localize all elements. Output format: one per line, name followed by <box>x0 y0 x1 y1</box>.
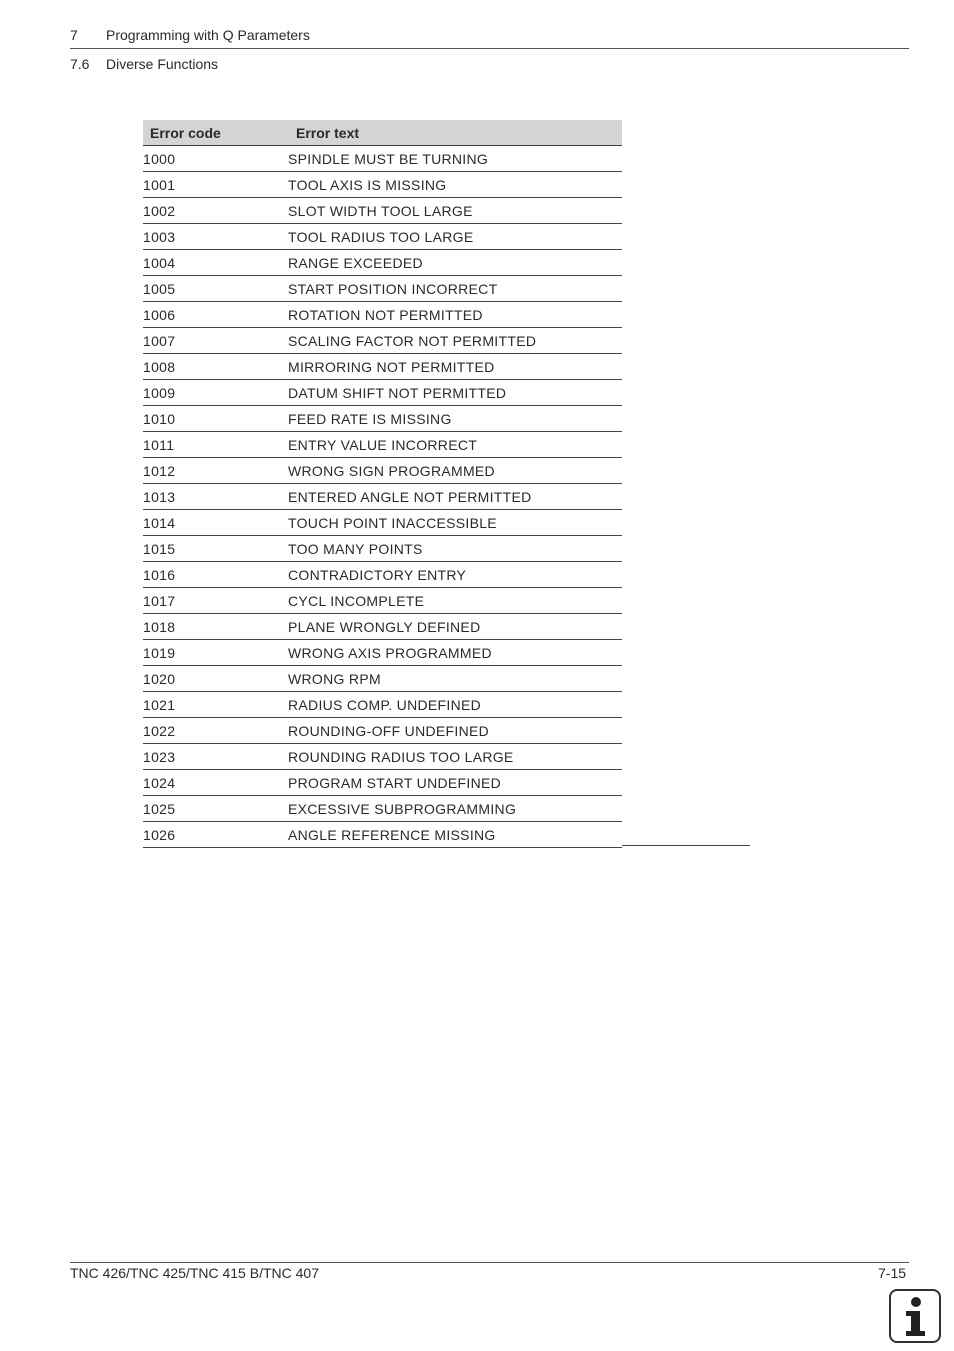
error-text-cell: WRONG SIGN PROGRAMMED <box>288 458 622 484</box>
error-code-cell: 1003 <box>143 224 288 250</box>
error-code-cell: 1021 <box>143 692 288 718</box>
error-text-cell: TOUCH POINT INACCESSIBLE <box>288 510 622 536</box>
table-row <box>143 250 622 276</box>
error-text-cell: TOOL AXIS IS MISSING <box>288 172 622 198</box>
error-text-cell: START POSITION INCORRECT <box>288 276 622 302</box>
error-code-cell: 1018 <box>143 614 288 640</box>
error-text-cell: ROUNDING-OFF UNDEFINED <box>288 718 622 744</box>
error-code-cell: 1000 <box>143 146 288 172</box>
table-row <box>143 718 622 744</box>
error-code-cell: 1017 <box>143 588 288 614</box>
error-code-cell: 1026 <box>143 822 288 848</box>
table-end-rule <box>622 845 750 846</box>
table-row <box>143 510 622 536</box>
table-row <box>143 354 622 380</box>
section-number: 7.6 <box>70 56 90 72</box>
table-row <box>143 276 622 302</box>
error-text-cell: TOOL RADIUS TOO LARGE <box>288 224 622 250</box>
error-code-cell: 1024 <box>143 770 288 796</box>
table-row <box>143 614 622 640</box>
error-code-cell: 1023 <box>143 744 288 770</box>
column-header-error-code: Error code <box>143 120 288 146</box>
info-icon <box>889 1289 941 1343</box>
table-row <box>143 588 622 614</box>
error-text-cell: WRONG AXIS PROGRAMMED <box>288 640 622 666</box>
table-row <box>143 484 622 510</box>
error-code-cell: 1014 <box>143 510 288 536</box>
error-code-cell: 1025 <box>143 796 288 822</box>
error-text-cell: CYCL INCOMPLETE <box>288 588 622 614</box>
table-row <box>143 458 622 484</box>
error-text-cell: WRONG RPM <box>288 666 622 692</box>
table-row <box>143 198 622 224</box>
error-code-cell: 1012 <box>143 458 288 484</box>
table-row <box>143 536 622 562</box>
error-code-cell: 1013 <box>143 484 288 510</box>
error-text-cell: ROUNDING RADIUS TOO LARGE <box>288 744 622 770</box>
error-code-cell: 1005 <box>143 276 288 302</box>
section-title: Diverse Functions <box>106 56 219 72</box>
error-text-cell: DATUM SHIFT NOT PERMITTED <box>288 380 622 406</box>
table-row <box>143 146 622 172</box>
chapter-title: Programming with Q Parameters <box>106 27 310 43</box>
error-code-cell: 1019 <box>143 640 288 666</box>
error-code-cell: 1006 <box>143 302 288 328</box>
chapter-number: 7 <box>70 27 78 43</box>
error-text-cell: RADIUS COMP. UNDEFINED <box>288 692 622 718</box>
error-code-cell: 1004 <box>143 250 288 276</box>
table-row <box>143 822 622 848</box>
error-code-cell: 1002 <box>143 198 288 224</box>
error-code-cell: 1022 <box>143 718 288 744</box>
error-text-cell: CONTRADICTORY ENTRY <box>288 562 622 588</box>
error-code-cell: 1007 <box>143 328 288 354</box>
footer-product: TNC 426/TNC 425/TNC 415 B/TNC 407 <box>70 1265 319 1281</box>
error-code-cell: 1011 <box>143 432 288 458</box>
table-header-row <box>143 120 622 146</box>
error-code-cell: 1008 <box>143 354 288 380</box>
table-body <box>143 146 622 848</box>
table-row <box>143 770 622 796</box>
table-row <box>143 692 622 718</box>
column-header-error-text: Error text <box>288 120 622 146</box>
page-number: 7-15 <box>878 1265 907 1281</box>
table-row <box>143 328 622 354</box>
table-row <box>143 172 622 198</box>
error-code-cell: 1009 <box>143 380 288 406</box>
error-text-cell: SCALING FACTOR NOT PERMITTED <box>288 328 622 354</box>
table-row <box>143 302 622 328</box>
table-row <box>143 406 622 432</box>
error-text-cell: PROGRAM START UNDEFINED <box>288 770 622 796</box>
error-text-cell: ENTRY VALUE INCORRECT <box>288 432 622 458</box>
error-text-cell: FEED RATE IS MISSING <box>288 406 622 432</box>
footer-rule <box>70 1262 909 1263</box>
error-text-cell: ANGLE REFERENCE MISSING <box>288 822 622 848</box>
error-code-cell: 1020 <box>143 666 288 692</box>
error-text-cell: SLOT WIDTH TOOL LARGE <box>288 198 622 224</box>
error-text-cell: EXCESSIVE SUBPROGRAMMING <box>288 796 622 822</box>
error-code-cell: 1010 <box>143 406 288 432</box>
header-rule <box>70 48 909 49</box>
table-row <box>143 432 622 458</box>
error-text-cell: MIRRORING NOT PERMITTED <box>288 354 622 380</box>
error-text-cell: ENTERED ANGLE NOT PERMITTED <box>288 484 622 510</box>
error-text-cell: ROTATION NOT PERMITTED <box>288 302 622 328</box>
table-row <box>143 380 622 406</box>
table-row <box>143 562 622 588</box>
table-row <box>143 796 622 822</box>
error-text-cell: RANGE EXCEEDED <box>288 250 622 276</box>
table-row <box>143 640 622 666</box>
error-code-table <box>143 120 622 848</box>
table-row <box>143 666 622 692</box>
error-text-cell: TOO MANY POINTS <box>288 536 622 562</box>
table-row <box>143 224 622 250</box>
error-code-cell: 1016 <box>143 562 288 588</box>
error-code-cell: 1015 <box>143 536 288 562</box>
error-text-cell: SPINDLE MUST BE TURNING <box>288 146 622 172</box>
error-text-cell: PLANE WRONGLY DEFINED <box>288 614 622 640</box>
error-code-cell: 1001 <box>143 172 288 198</box>
table-row <box>143 744 622 770</box>
